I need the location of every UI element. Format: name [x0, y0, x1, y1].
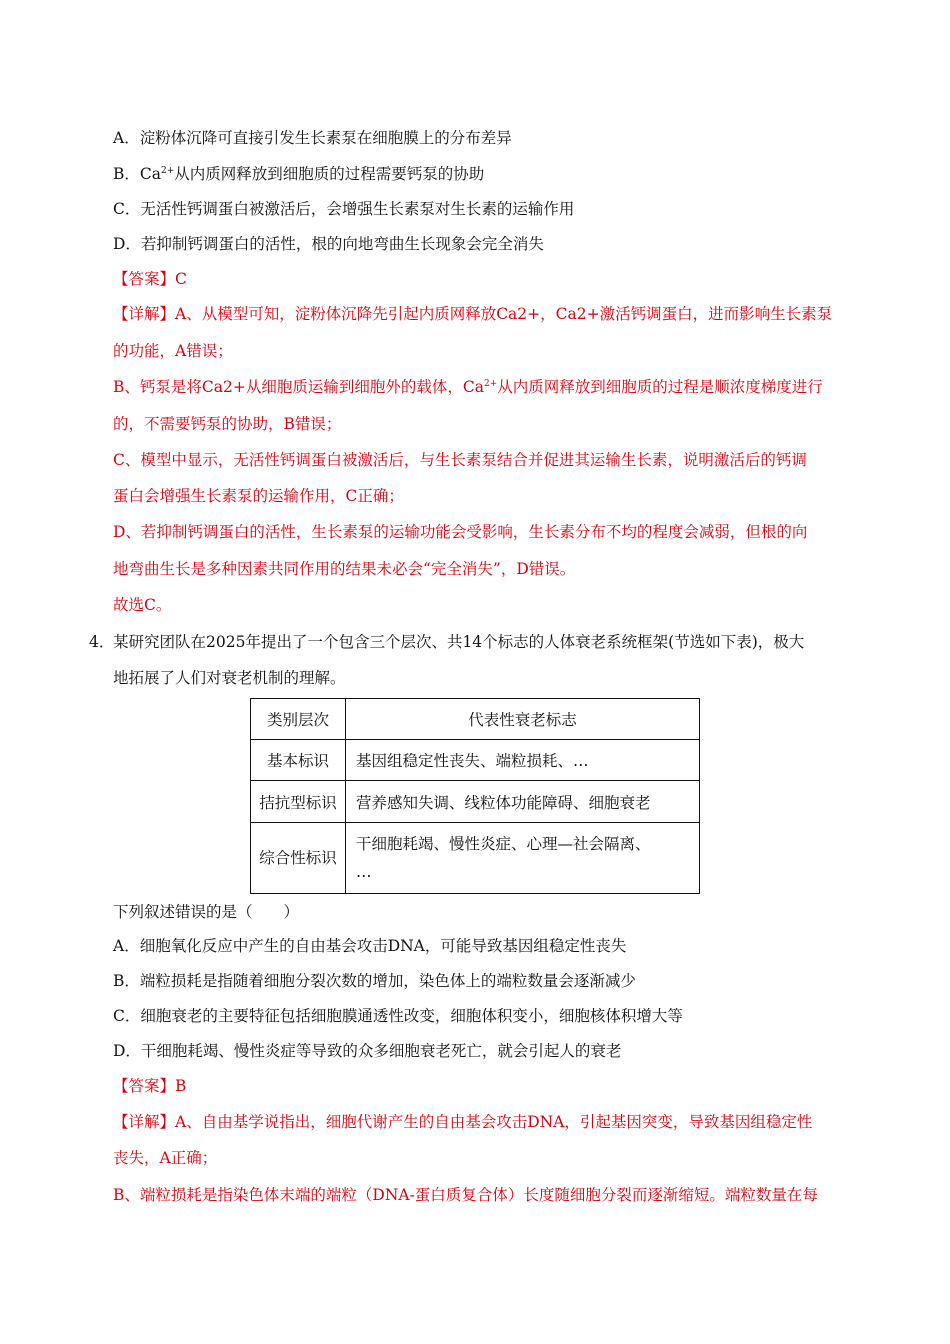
- table-cell-category: 拮抗型标识: [251, 781, 346, 823]
- q4-stem-2: 地拓展了人们对衰老机制的理解。: [113, 669, 346, 687]
- table-cell-hallmarks: [346, 823, 700, 894]
- q4-option-a: A．细胞氧化反应中产生的自由基会攻击DNA，可能导致基因组稳定性丧失: [113, 937, 627, 955]
- table-cell-hallmarks-line-1: 干细胞耗竭、慢性炎症、心理—社会隔离、: [356, 835, 651, 853]
- table-header-row: [251, 699, 700, 740]
- q4-explain-a-1: 【详解】A、自由基学说指出，细胞代谢产生的自由基会攻击DNA，引起基因突变，导致基因组稳定性: [113, 1113, 813, 1131]
- table-row: [251, 740, 700, 781]
- table-cell-category: 综合性标识: [251, 823, 346, 894]
- q4-number: 4．: [89, 633, 115, 651]
- table-header-cell: 代表性衰老标志: [346, 699, 700, 740]
- q4-answer: 【答案】B: [113, 1077, 187, 1095]
- q3-explain-b-1-pre: B、钙泵是将Ca2+从细胞质运输到细胞外的载体，Ca: [113, 378, 484, 396]
- q4-explain-a-2: 丧失，A正确；: [113, 1149, 218, 1167]
- q3-explain-c-1: C、模型中显示，无活性钙调蛋白被激活后，与生长素泵结合并促进其运输生长素，说明激活后的钙调: [113, 451, 807, 469]
- q3-option-a: A．淀粉体沉降可直接引发生长素泵在细胞膜上的分布差异: [113, 129, 512, 147]
- q3-explain-d-2: 地弯曲生长是多种因素共同作用的结果未必会“完全消失”，D错误。: [113, 560, 576, 578]
- table-row: [251, 781, 700, 823]
- table-cell-hallmarks: 基因组稳定性丧失、端粒损耗、…: [346, 740, 700, 781]
- q4-option-d: D．干细胞耗竭、慢性炎症等导致的众多细胞衰老死亡，就会引起人的衰老: [113, 1042, 622, 1060]
- table-cell-hallmarks-line-2: …: [356, 863, 372, 881]
- q3-explain-b-1-sup: 2+: [483, 378, 498, 389]
- table-header-cell: 类别层次: [251, 699, 346, 740]
- q3-explain-b-1-post: 从内质网释放到细胞质的过程是顺浓度梯度进行: [497, 378, 823, 396]
- q3-option-b: [113, 164, 484, 184]
- q4-option-c: C．细胞衰老的主要特征包括细胞膜通透性改变，细胞体积变小，细胞核体积增大等: [113, 1007, 683, 1025]
- q3-explain-b-1: [113, 377, 823, 397]
- q4-stem-1: 某研究团队在2025年提出了一个包含三个层次、共14个标志的人体衰老系统框架(节选如下表)，极大: [113, 633, 805, 651]
- q3-explain-a-2: 的功能，A错误；: [113, 342, 233, 360]
- q3-option-c: C．无活性钙调蛋白被激活后，会增强生长素泵对生长素的运输作用: [113, 200, 575, 218]
- q3-explain-a-1: 【详解】A、从模型可知，淀粉体沉降先引起内质网释放Ca2+，Ca2+激活钙调蛋白，进而影响生长素泵: [113, 305, 833, 323]
- table-cell-category: 基本标识: [251, 740, 346, 781]
- q3-answer: 【答案】C: [113, 270, 187, 288]
- q3-option-b-sup: 2+: [161, 165, 175, 176]
- q4-question: 下列叙述错误的是（ ）: [113, 903, 300, 921]
- table-cell-hallmarks: 营养感知失调、线粒体功能障碍、细胞衰老: [346, 781, 700, 823]
- aging-hallmarks-table: [250, 698, 700, 894]
- table-row: [251, 823, 700, 894]
- q3-explain-d-1: D、若抑制钙调蛋白的活性，生长素泵的运输功能会受影响，生长素分布不均的程度会减弱，但根的向: [113, 523, 808, 541]
- q3-option-b-pre: B．Ca: [113, 165, 161, 183]
- q3-option-b-post: 从内质网释放到细胞质的过程需要钙泵的协助: [174, 165, 485, 183]
- q3-option-d: D．若抑制钙调蛋白的活性，根的向地弯曲生长现象会完全消失: [113, 235, 544, 253]
- q4-explain-b-1: B、端粒损耗是指染色体末端的端粒（DNA-蛋白质复合体）长度随细胞分裂而逐渐缩短。端粒数量在每: [113, 1186, 818, 1204]
- q4-option-b: B．端粒损耗是指随着细胞分裂次数的增加，染色体上的端粒数量会逐渐减少: [113, 972, 636, 990]
- q3-conclusion: 故选C。: [113, 596, 172, 614]
- q3-explain-c-2: 蛋白会增强生长素泵的运输作用，C正确；: [113, 487, 404, 505]
- q3-explain-b-2: 的，不需要钙泵的协助，B错误；: [113, 415, 342, 433]
